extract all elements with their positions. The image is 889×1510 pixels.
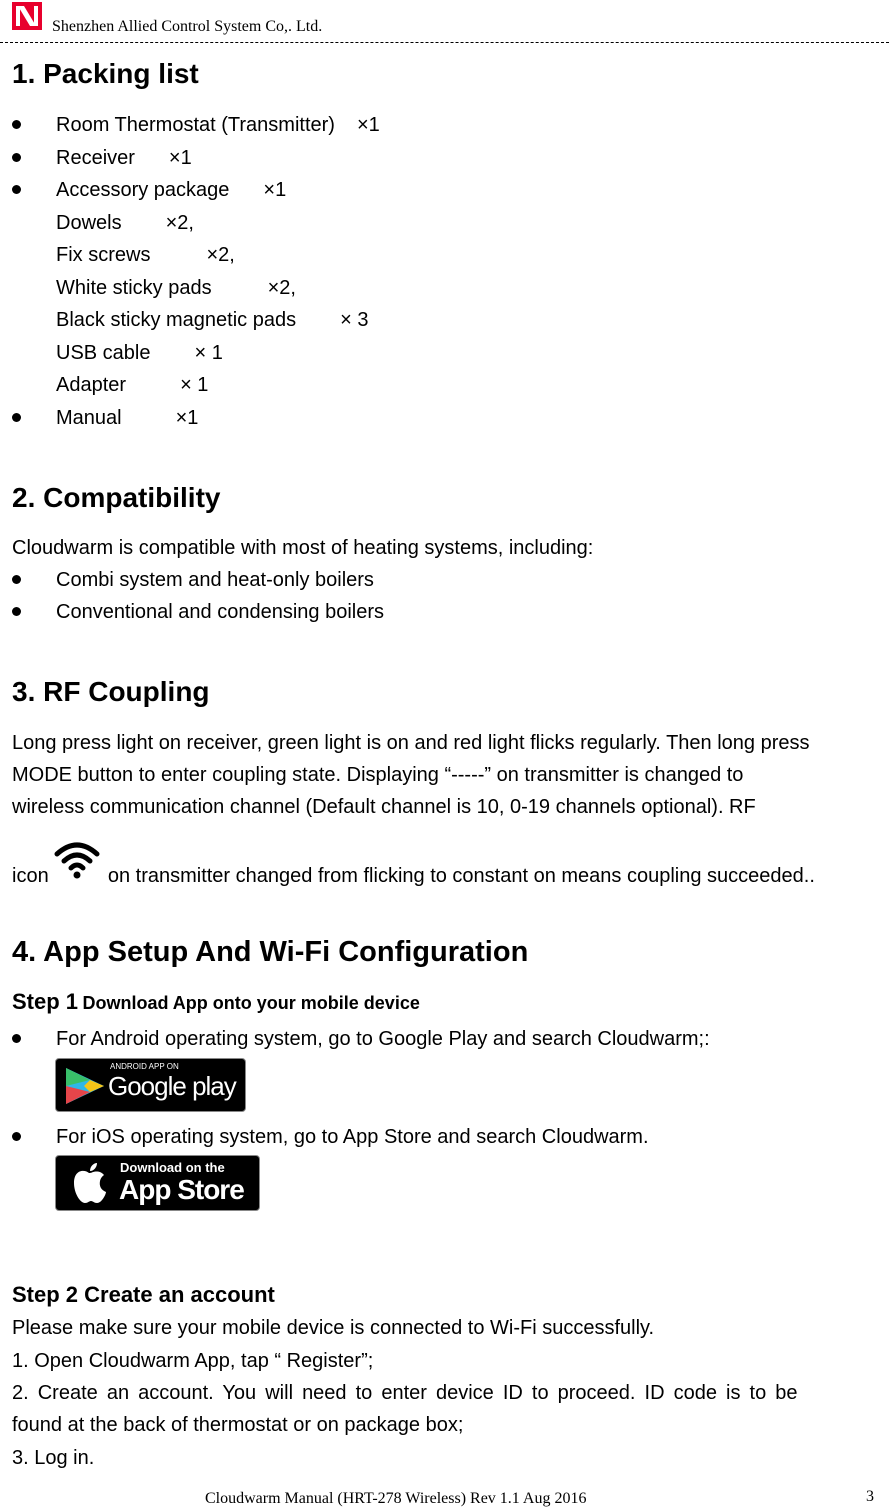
item-name: White sticky pads <box>56 277 212 299</box>
list-item <box>56 113 380 137</box>
compat-intro: Cloudwarm is compatible with most of heating systems, including: <box>12 537 594 559</box>
wifi-signal-icon <box>54 840 100 880</box>
step1-heading <box>12 989 420 1015</box>
item-name: Accessory package <box>56 179 230 201</box>
bullet-icon <box>12 1132 21 1141</box>
bullet-icon <box>12 413 21 422</box>
item-name: Dowels <box>56 212 122 234</box>
step2-list-item: 3. Log in. <box>12 1447 95 1469</box>
item-qty: ×1 <box>356 114 380 136</box>
ios-instruction: For iOS operating system, go to App Store and search Cloudwarm. <box>56 1126 649 1148</box>
step1-text: Download App onto your mobile device <box>82 993 420 1013</box>
page-header <box>0 0 889 43</box>
item-qty: × 3 <box>340 309 369 331</box>
rf-paragraph-line-icon <box>12 850 815 888</box>
item-name: Adapter <box>56 374 127 396</box>
accessory-item <box>56 276 296 300</box>
list-item <box>56 178 286 202</box>
bullet-icon <box>12 153 21 162</box>
item-name: Receiver <box>56 147 135 169</box>
accessory-item <box>56 373 208 397</box>
section-title-packing: 1. Packing list <box>12 58 199 89</box>
app-store-badge[interactable] <box>55 1155 260 1211</box>
section-title-rf-coupling: 3. RF Coupling <box>12 676 210 707</box>
step2-list-item: 1. Open Cloudwarm App, tap “ Register”; <box>12 1350 374 1372</box>
list-item: Combi system and heat-only boilers <box>56 569 374 591</box>
item-qty: ×2, <box>165 212 194 234</box>
item-qty: ×2, <box>206 244 235 266</box>
section-title-compatibility: 2. Compatibility <box>12 482 221 513</box>
page-footer: Cloudwarm Manual (HRT-278 Wireless) Rev 1.1 Aug 2016 <box>205 1490 587 1507</box>
google-play-badge[interactable] <box>55 1058 246 1112</box>
item-qty: ×1 <box>168 147 192 169</box>
android-instruction: For Android operating system, go to Google Play and search Cloudwarm;: <box>56 1028 710 1050</box>
accessory-item <box>56 211 194 235</box>
google-play-small-text: ANDROID APP ON <box>110 1062 179 1071</box>
company-name: Shenzhen Allied Control System Co,. Ltd. <box>52 18 323 35</box>
app-store-big-text: App Store <box>119 1174 244 1205</box>
apple-logo-icon <box>70 1161 108 1205</box>
accessory-item <box>56 308 368 332</box>
google-play-big-text: Google play <box>108 1071 236 1101</box>
step2-list-item-cont: found at the back of thermostat or on package box; <box>12 1414 464 1436</box>
item-qty: ×1 <box>175 407 199 429</box>
section-title-app-setup: 4. App Setup And Wi-Fi Configuration <box>12 936 529 968</box>
accessory-item <box>56 243 235 267</box>
item-name: Room Thermostat (Transmitter) <box>56 114 335 136</box>
step1-prefix: Step 1 <box>12 989 79 1014</box>
rf-icon-description: on transmitter changed from flicking to constant on means coupling succeeded.. <box>107 865 815 887</box>
bullet-icon <box>12 575 21 584</box>
item-name: Manual <box>56 407 122 429</box>
item-name: Fix screws <box>56 244 151 266</box>
item-qty: × 1 <box>194 342 223 364</box>
list-item: Conventional and condensing boilers <box>56 601 385 623</box>
accessory-item <box>56 341 223 365</box>
item-qty: ×2, <box>267 277 296 299</box>
company-logo-icon <box>12 0 42 32</box>
item-name: USB cable <box>56 342 151 364</box>
step2-heading: Step 2 Create an account <box>12 1282 275 1307</box>
page-number: 3 <box>866 1488 874 1505</box>
item-name: Black sticky magnetic pads <box>56 309 297 331</box>
item-qty: × 1 <box>180 374 209 396</box>
bullet-icon <box>12 120 21 129</box>
list-item <box>56 146 192 170</box>
step2-intro: Please make sure your mobile device is connected to Wi-Fi successfully. <box>12 1317 655 1339</box>
rf-icon-label: icon <box>12 865 49 887</box>
step2-list-item: 2. Create an account. You will need to enter device ID to proceed. ID code is to be <box>12 1382 798 1404</box>
bullet-icon <box>12 1034 21 1043</box>
bullet-icon <box>12 185 21 194</box>
list-item <box>56 406 198 430</box>
google-play-triangle-icon <box>64 1066 108 1106</box>
rf-paragraph-line: Long press light on receiver, green light is on and red light flicks regularly. Then long press <box>12 732 810 754</box>
rf-paragraph-line: wireless communication channel (Default channel is 10, 0-19 channels optional). RF <box>12 796 756 818</box>
app-store-small-text: Download on the <box>120 1160 225 1175</box>
rf-paragraph-line: MODE button to enter coupling state. Displaying “-----” on transmitter is changed to <box>12 764 744 786</box>
item-qty: ×1 <box>263 179 287 201</box>
bullet-icon <box>12 607 21 616</box>
